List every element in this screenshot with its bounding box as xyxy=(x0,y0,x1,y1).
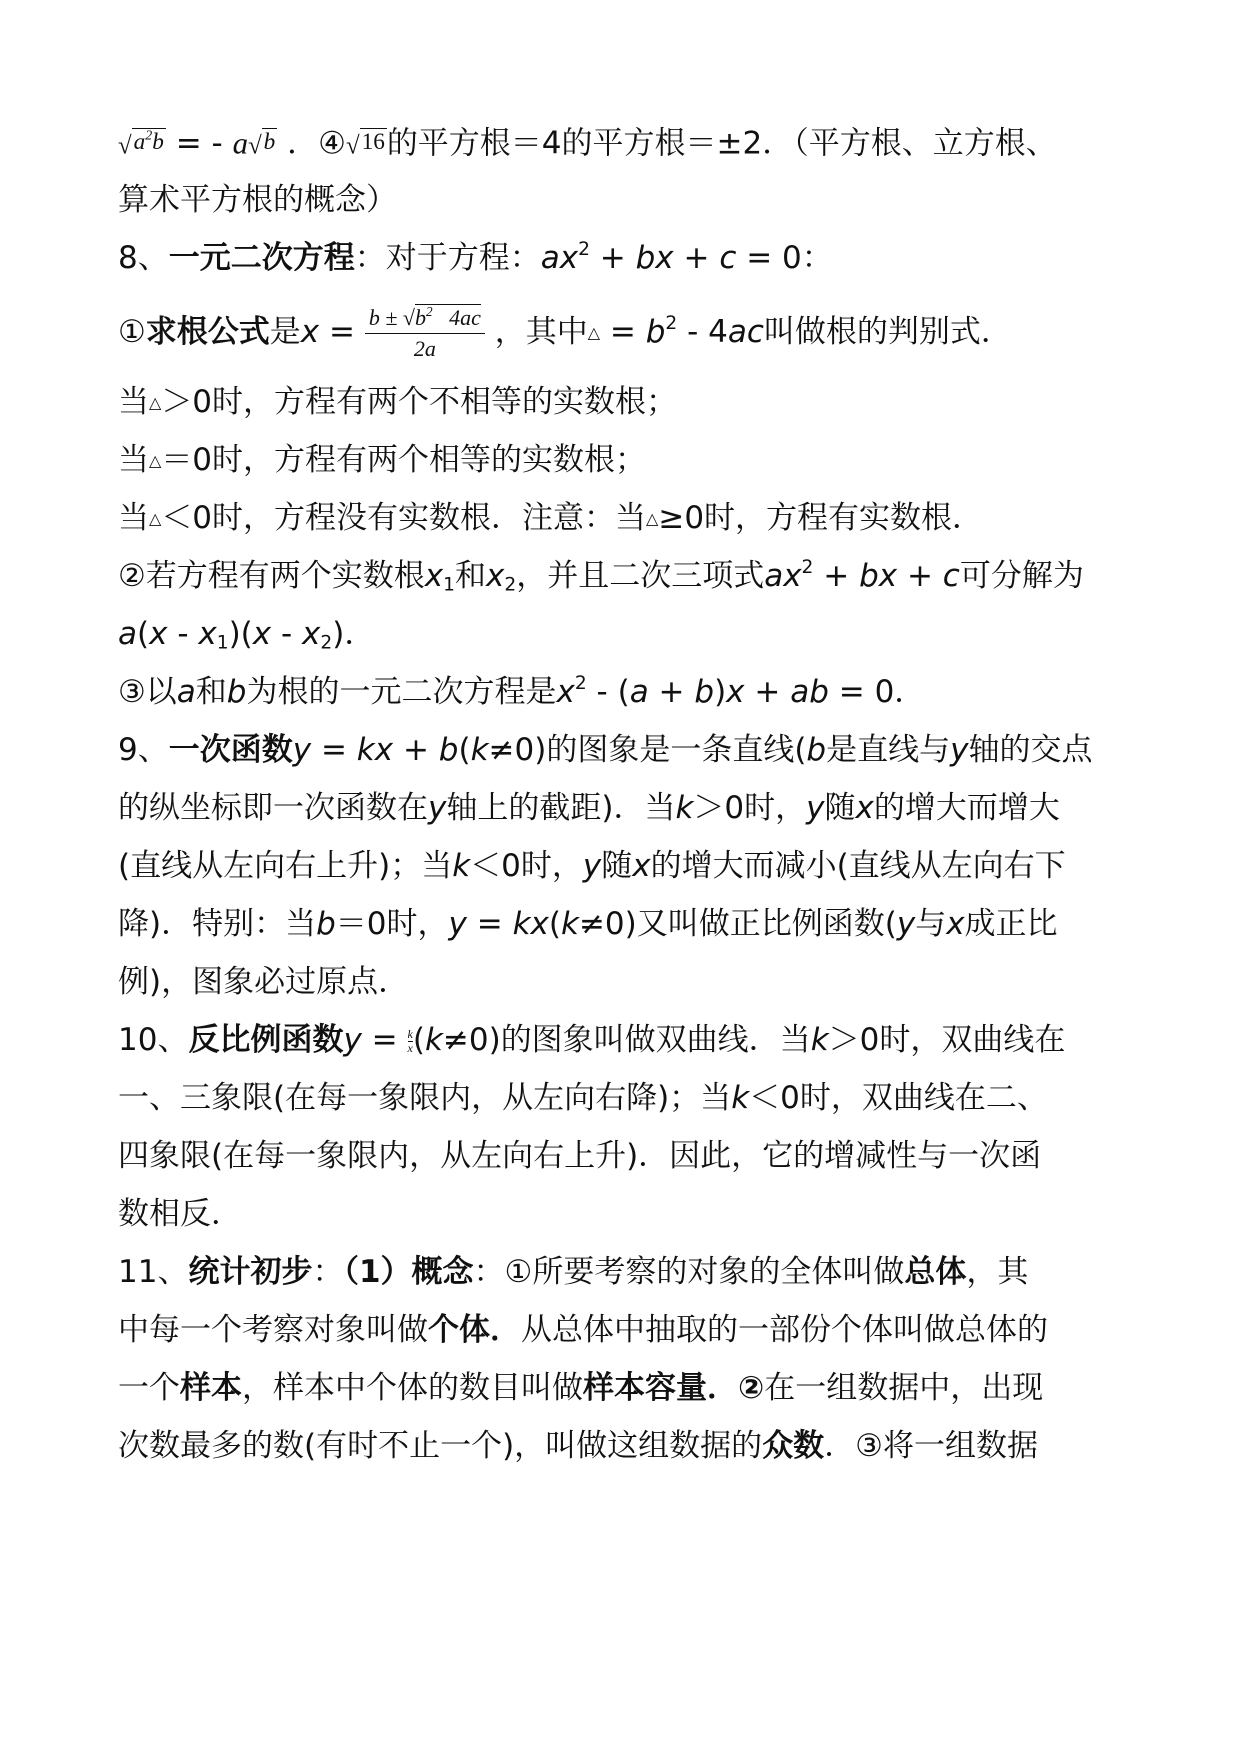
text-line-18: 四象限(在每一象限内，从左向右上升)．因此，它的增减性与一次函 xyxy=(118,1138,1042,1174)
text-line-2: 算术平方根的概念） xyxy=(118,182,397,218)
section-10-heading: 10、反比例函数y = $\frac{k}{x}$ (k≠0)的图象叫做双曲线．当k＞0时，双曲线在 xyxy=(118,1022,1066,1058)
formula-k-over-x: $\frac{k}{x}$ xyxy=(407,1027,413,1055)
text-line-17: 一、三象限(在每一象限内，从左向右降)；当k＜0时，双曲线在二、 xyxy=(118,1080,1048,1116)
section-11-heading: 11、统计初步：（1）概念：①所要考察的对象的全体叫做总体，其 xyxy=(118,1254,1029,1290)
text-line-5: 当△＞0时，方程有两个不相等的实数根； xyxy=(118,384,678,420)
formula-sqrt-b: √b xyxy=(248,129,276,160)
text-line-6: 当△＝0时，方程有两个相等的实数根； xyxy=(118,442,647,478)
text-line-15: 例)，图象必过原点． xyxy=(118,964,410,1000)
text-line-14: 降)．特别：当b＝0时，y = kx(k≠0)又叫做正比例函数(y与x成正比 xyxy=(118,906,1058,942)
text-line-9: $a(x - x_1)(x - x_2)$． xyxy=(118,616,376,654)
text-line-8: ②若方程有两个实数根$x_1$和$x_2$，并且二次三项式$ax^2$ + bx + c可分解为 xyxy=(118,556,1084,596)
quadratic-formula-line: ①求根公式是x = $\frac{b \pm √b^2 4ac}{2a}$ ，其中△ = $b^2 - 4ac$叫做根的判别式． xyxy=(118,300,1141,365)
text-line-22: 一个样本，样本中个体的数目叫做样本容量．②在一组数据中，出现 xyxy=(118,1370,1044,1406)
formula-sqrt-a2b: $√a^2b$ xyxy=(118,128,164,160)
text-line-19: 数相反． xyxy=(118,1196,242,1232)
quadratic-formula-fraction: $\frac{b \pm √b^2 4ac}{2a}$ xyxy=(365,303,485,364)
text-line-10: ③以a和b为根的一元二次方程是$x^2 - (a + b)x$ + ab = 0． xyxy=(118,672,926,710)
formula-sqrt-16: √16 xyxy=(345,129,385,160)
section-8-heading: 8、一元二次方程：对于方程：$ax^2$ + bx + c = 0： xyxy=(118,238,833,276)
section-9-heading: 9、一次函数y = kx + b(k≠0)的图象是一条直线(b是直线与y轴的交点 xyxy=(118,732,1093,768)
text-line-23: 次数最多的数(有时不止一个)，叫做这组数据的众数．③将一组数据 xyxy=(118,1428,1038,1464)
text-line-1: $√a^2b$ = - a√b ．④√16的平方根＝4的平方根＝±2．（平方根、立方根、 xyxy=(118,120,1141,169)
text-line-12: 的纵坐标即一次函数在y轴上的截距)．当k＞0时，y随x的增大而增大 xyxy=(118,790,1060,826)
text-line-13: (直线从左向右上升)；当k＜0时，y随x的增大而减小(直线从左向右下 xyxy=(118,848,1066,884)
text-line-7: 当△＜0时，方程没有实数根．注意：当△≥0时，方程有实数根． xyxy=(118,500,984,536)
text-line-21: 中每一个考察对象叫做个体．从总体中抽取的一部份个体叫做总体的 xyxy=(118,1312,1048,1348)
